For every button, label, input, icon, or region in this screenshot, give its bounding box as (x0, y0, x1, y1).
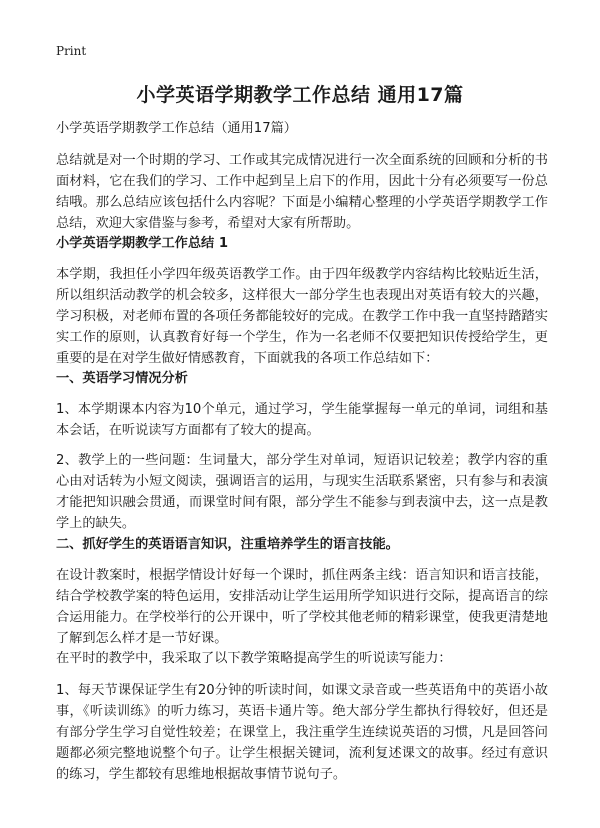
page-title: 小学英语学期教学工作总结 通用17篇 (136, 84, 464, 106)
print-link[interactable]: Print (56, 44, 87, 58)
section-intro-paragraph: 本学期，我担任小学四年级英语教学工作。由于四年级教学内容结构比较贴近生活，所以组织活动教学的机会较多，这样很大一部分学生也表现出对英语有较大的兴趣，学习积极，对老师布置的各项任务都能较好的完成。在教学工作中我一直坚持踏踏实实工作的原则，认真教育好每一个学生，作为一名老师不仅要把知识传授给学生，更重要的是在对学生做好情感教育，下面就我的各项工作总结如下： (56, 267, 548, 366)
paragraph-strategies: 在平时的教学中，我采取了以下教学策略提高学生的听说读写能力： (56, 651, 452, 666)
paragraph-lesson-design: 在设计教案时，根据学情设计好每一个课时，抓住两条主线：语言知识和语言技能，结合学校教学案的特色运用，安排活动让学生运用所学知识进行交际，提高语言的综合运用能力。在学校举行的公开课中，听了学校其他老师的精彩课堂，使我更清楚地了解到怎么样才是一节好课。 (56, 568, 548, 646)
heading-learning-analysis: 一、英语学习情况分析 (56, 371, 188, 386)
section-title: 小学英语学期教学工作总结 1 (56, 236, 229, 251)
paragraph-item-2-1: 1、每天节课保证学生有20分钟的听读时间，如课文录音或一些英语角中的英语小故事，《听读训练》的听力练习，英语卡通片等。绝大部分学生都执行得较好，但还是有部分学生学习自觉性较差；在课堂上，我注重学生连续说英语的习惯，凡是回答问题都必须完整地说整个句子。让学生根据关键词，流利复述课文的故事。经过有意识的练习，学生都较有思维地根据故事情节说句子。 (56, 683, 548, 782)
paragraph-item-1-1: 1、本学期课本内容为10个单元，通过学习，学生能掌握每一单元的单词，词组和基本会话，在听说读写方面都有了较大的提高。 (56, 402, 548, 438)
document-subtitle: 小学英语学期教学工作总结（通用17篇） (56, 121, 297, 136)
intro-paragraph: 总结就是对一个时期的学习、工作或其完成情况进行一次全面系统的回顾和分析的书面材料，它在我们的学习、工作中起到呈上启下的作用，因此十分有必须要写一份总结哦。那么总结应该包括什么内容呢？下面是小编精心整理的小学英语学期教学工作总结，欢迎大家借鉴与参考，希望对大家有所帮助。 (56, 153, 548, 231)
heading-language-skills: 二、抓好学生的英语语言知识，注重培养学生的语言技能。 (56, 537, 399, 552)
paragraph-item-1-2: 2、教学上的一些问题：生词量大，部分学生对单词，短语识记较差；教学内容的重心由对话转为小短文阅读，强调语言的运用，与现实生活联系紧密，只有参与和表演才能把知识融会贯通，而课堂时间有限，部分学生不能参与到表演中去，这一点是教学上的缺失。 (56, 453, 548, 531)
